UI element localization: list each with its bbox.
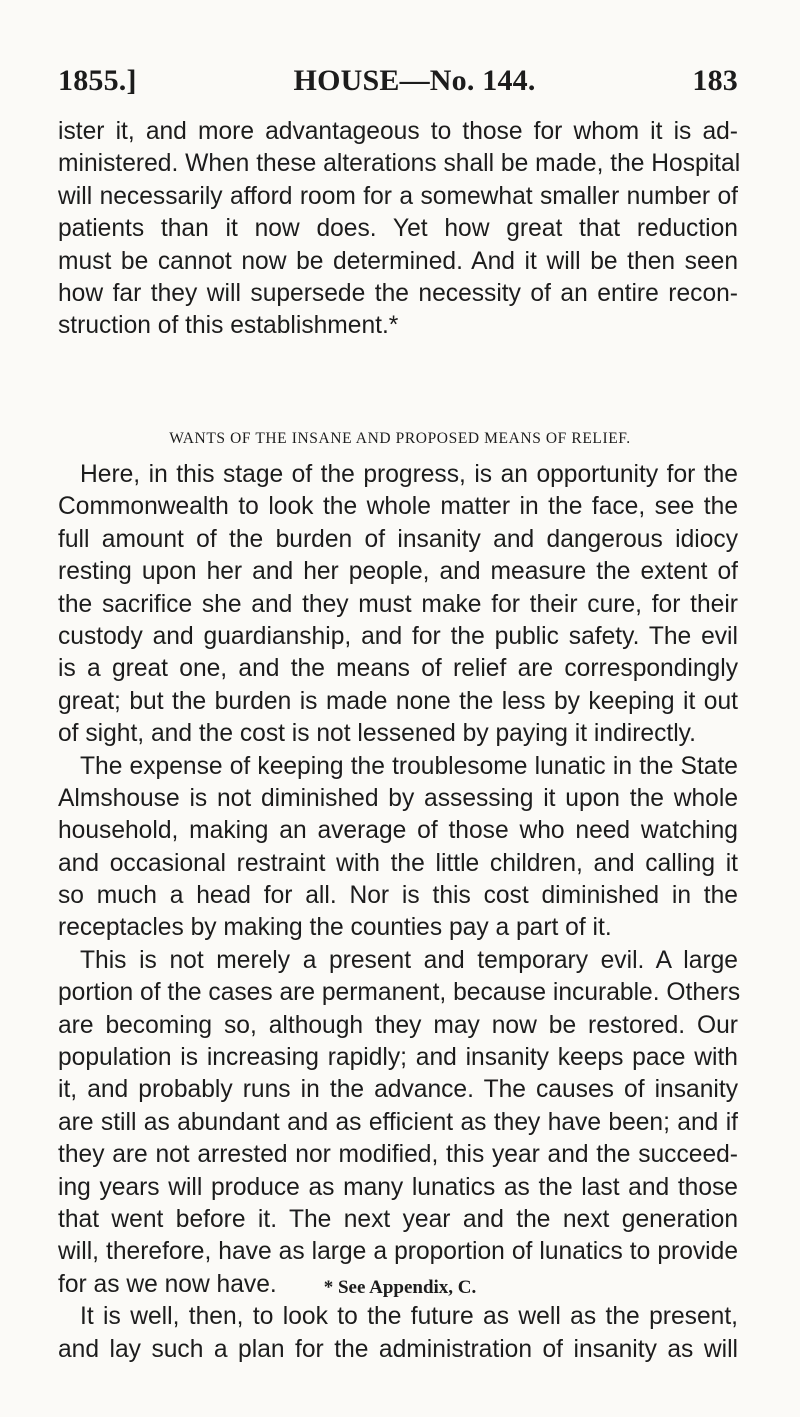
text-line: must be cannot now be determined. And it will be then seen: [58, 247, 738, 275]
text-line: struction of this establishment.*: [58, 312, 399, 340]
text-line: is a great one, and the means of relief are correspondingly: [58, 655, 738, 683]
text-line: they are not arrested nor modified, this year and the succeed-: [58, 1141, 738, 1169]
text-line: This is not merely a present and temporary evil. A large: [80, 946, 738, 974]
text-line: custody and guardianship, and for the public safety. The evil: [58, 622, 738, 650]
text-line: Here, in this stage of the progress, is an opportunity for the: [80, 461, 738, 488]
body-text: [58, 459, 741, 1366]
section-heading: WANTS OF THE INSANE AND PROPOSED MEANS OF RELIEF.: [169, 430, 631, 447]
text-line: will necessarily afford room for a somewhat smaller number of: [58, 182, 738, 210]
text-line: resting upon her and her people, and measure the extent of: [58, 558, 738, 586]
text-line: the sacrifice she and they must make for their cure, for their: [58, 590, 738, 618]
text-line: It is well, then, to look to the future as well as the present,: [80, 1303, 738, 1331]
text-line: of sight, and the cost is not lessened by paying it indirectly.: [58, 720, 696, 748]
text-line: Almshouse is not diminished by assessing it upon the whole: [58, 784, 738, 812]
text-line: great; but the burden is made none the less by keeping it out: [58, 687, 738, 715]
footnote: * See Appendix, C.: [323, 1277, 477, 1298]
text-line: and lay such a plan for the administration of insanity as will: [58, 1335, 738, 1363]
header-page-number: 183: [692, 64, 738, 97]
text-line: will, therefore, have as large a proportion of lunatics to provide: [58, 1238, 738, 1266]
text-line: portion of the cases are permanent, because incurable. Others: [58, 979, 741, 1007]
intro-paragraph: [58, 116, 741, 343]
header-year: 1855.]: [58, 64, 137, 97]
header-title: HOUSE—No. 144.: [293, 64, 536, 97]
text-line: are still as abundant and as efficient as they have been; and if: [58, 1108, 738, 1136]
text-line: ministered. When these alterations shall be made, the Hospital: [58, 150, 741, 178]
text-line: full amount of the burden of insanity and dangerous idiocy: [58, 525, 738, 553]
text-line: household, making an average of those who need watching: [58, 817, 738, 845]
text-line: ister it, and more advantageous to those for whom it is ad-: [58, 118, 738, 145]
text-line: population is increasing rapidly; and insanity keeps pace with: [58, 1044, 738, 1072]
text-line: how far they will supersede the necessity of an entire recon-: [58, 279, 738, 307]
text-line: and occasional restraint with the little children, and calling it: [58, 849, 738, 877]
text-line: receptacles by making the counties pay a part of it.: [58, 914, 612, 942]
text-line: patients than it now does. Yet how great that reduction: [58, 215, 738, 243]
text-line: The expense of keeping the troublesome lunatic in the State: [80, 752, 738, 780]
text-line: so much a head for all. Nor is this cost diminished in the: [58, 882, 738, 910]
text-line: are becoming so, although they may now be restored. Our: [58, 1011, 738, 1039]
text-line: it, and probably runs in the advance. The causes of insanity: [58, 1076, 738, 1104]
text-line: ing years will produce as many lunatics as the last and those: [58, 1173, 738, 1201]
text-line: Commonwealth to look the whole matter in the face, see the: [58, 493, 738, 521]
page-header: [58, 64, 738, 104]
text-line: that went before it. The next year and the next generation: [58, 1205, 738, 1233]
text-line: for as we now have.: [58, 1270, 277, 1298]
